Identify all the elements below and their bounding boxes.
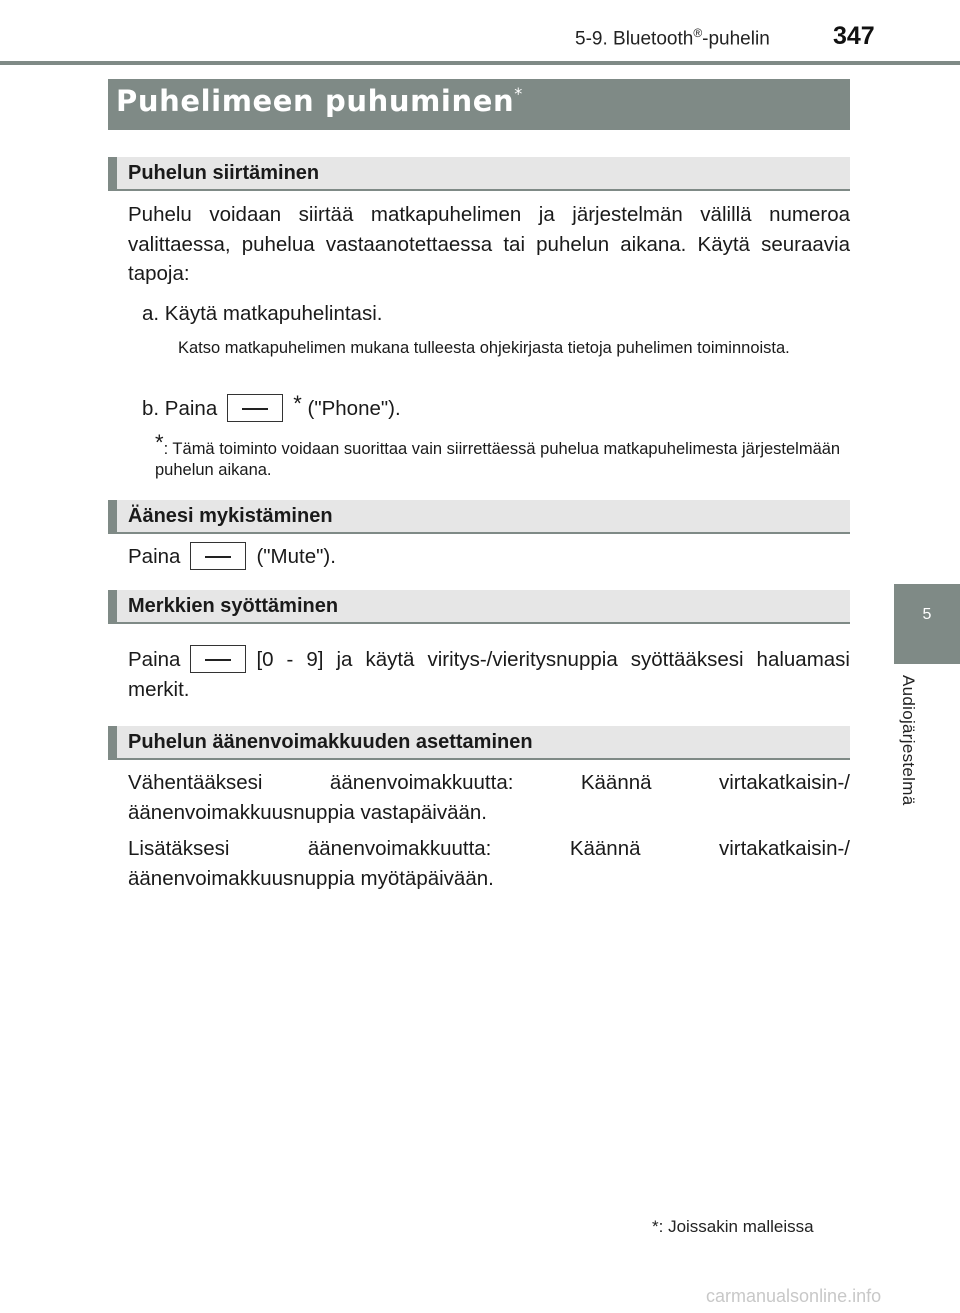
transfer-footnote-asterisk: * <box>155 430 164 455</box>
item-b-pre: b. Paina <box>142 397 218 420</box>
subheading-transfer <box>108 157 850 191</box>
transfer-footnote-text: : Tämä toiminto voidaan suorittaa vain siirrettäessä puhelua matkapuhelimesta järjestelmään puhelun aikana. <box>155 440 841 479</box>
subheading-mute <box>108 500 850 534</box>
page-title <box>116 84 523 118</box>
volume-increase: Lisätäksesi äänenvoimakkuutta: Käännä virtakatkaisin-/äänenvoimakkuusnuppia myötäpäivään. <box>128 837 850 890</box>
input-text <box>128 645 850 704</box>
page-footnote-text: : Joissakin malleissa <box>658 1217 814 1236</box>
registered-mark: ® <box>693 26 703 40</box>
transfer-footnote <box>155 432 845 481</box>
page-title-text: Puhelimeen puhuminen <box>116 84 515 118</box>
title-asterisk: * <box>514 84 523 103</box>
header-rule <box>0 61 960 65</box>
volume-decrease: Vähentääksesi äänenvoimakkuutta: Käännä virtakatkaisin-/äänenvoimakkuusnuppia vastapäivään. <box>128 771 850 824</box>
chapter-label: Audiojärjestelmä <box>899 675 918 806</box>
page-number: 347 <box>833 22 875 50</box>
mute-text <box>128 542 850 572</box>
keypad-button-icon <box>190 645 246 673</box>
mute-post: ("Mute"). <box>256 545 336 568</box>
subheading-input-text: Merkkien syöttäminen <box>128 595 339 617</box>
watermark: carmanualsonline.info <box>706 1286 882 1306</box>
input-pre: Paina <box>128 648 181 671</box>
transfer-item-a-note: Katso matkapuhelimen mukana tulleesta ohjekirjasta tietoja puhelimen toiminnoista. <box>178 339 790 357</box>
mute-pre: Paina <box>128 545 181 568</box>
chapter-number: 5 <box>922 606 932 623</box>
item-b-asterisk: * <box>293 391 302 416</box>
chapter-tab <box>894 584 960 664</box>
transfer-item-b <box>142 389 842 424</box>
subheading-input <box>108 590 850 624</box>
section-suffix: -puhelin <box>702 28 770 50</box>
transfer-item-a: a. Käytä matkapuhelintasi. <box>142 302 383 325</box>
input-post: [0 - 9] ja käytä viritys-/vieritysnuppia syöttääksesi haluamasi merkit. <box>128 648 850 701</box>
page-footnote-asterisk: * <box>652 1217 659 1236</box>
subheading-transfer-text: Puhelun siirtäminen <box>128 162 320 184</box>
subheading-mute-text: Äänesi mykistäminen <box>128 505 333 527</box>
page-footnote <box>652 1217 814 1237</box>
transfer-intro: Puhelu voidaan siirtää matkapuhelimen ja järjestelmän välillä numeroa valittaessa, puhelua vastaanotettaessa tai puhelun aikana. Käytä seuraavia tapoja: <box>128 203 850 285</box>
mute-button-icon <box>190 542 246 570</box>
phone-button-icon <box>227 394 283 422</box>
item-b-post: ("Phone"). <box>307 397 401 420</box>
section-header <box>575 26 770 50</box>
subheading-volume <box>108 726 850 760</box>
section-prefix: 5-9. Bluetooth <box>575 28 694 50</box>
subheading-volume-text: Puhelun äänenvoimakkuuden asettaminen <box>128 731 533 753</box>
